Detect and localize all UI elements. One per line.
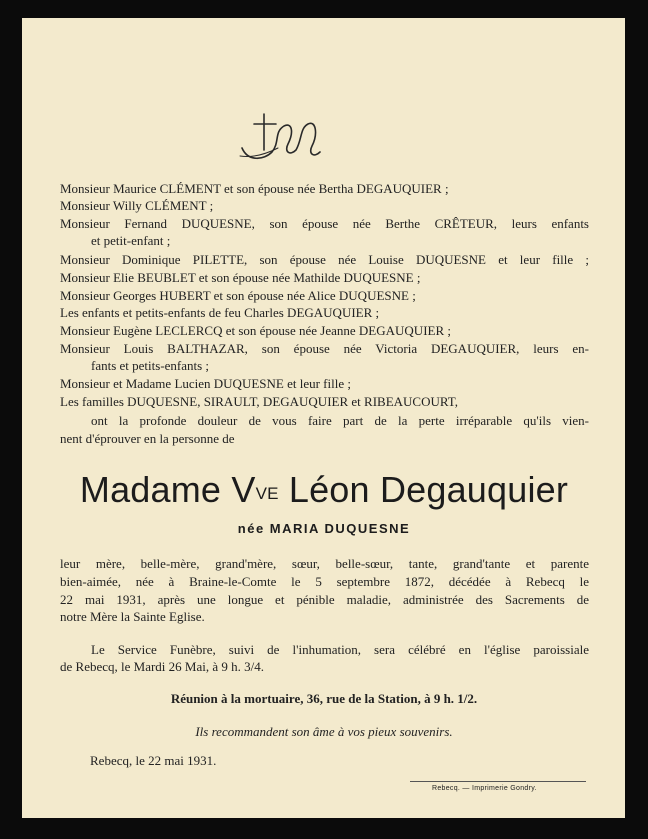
service-line: de Rebecq, le Mardi 26 Mai, à 9 h. 3/4. (60, 659, 264, 674)
family-line: Les enfants et petits-enfants de feu Charles DEGAUQUIER ; (60, 305, 380, 320)
monogram-cross-JM-icon (234, 110, 326, 168)
family-line: Monsieur Maurice CLÉMENT et son épouse née Bertha DEGAUQUIER ; (60, 181, 449, 196)
family-line: Monsieur Dominique PILETTE, son épouse née Louise DUQUESNE et leur fille ; (60, 252, 589, 267)
bio-line: bien-aimée, née à Braine-le-Comte le 5 septembre 1872, décédée à Rebecq le (60, 574, 589, 589)
printer-credit: Rebecq. — Imprimerie Gondry. (432, 785, 537, 792)
family-line: Les familles DUQUESNE, SIRAULT, DEGAUQUIER et RIBEAUCOURT, (60, 394, 458, 409)
family-line: Monsieur Eugène LECLERCQ et son épouse née Jeanne DEGAUQUIER ; (60, 323, 451, 338)
deceased-name: Madame $V^{VE}$ Léon Degauquier (79, 469, 569, 510)
printer-divider (410, 781, 586, 782)
family-line: Monsieur Elie BEUBLET et son épouse née Mathilde DUQUESNE ; (60, 270, 421, 285)
bio-line: notre Mère la Sainte Eglise. (60, 609, 205, 624)
place-date: Rebecq, le 22 mai 1931. (90, 753, 217, 768)
family-line: Monsieur Louis BALTHAZAR, son épouse née Victoria DEGAUQUIER, leurs en- (60, 341, 589, 356)
family-line: Monsieur Willy CLÉMENT ; (60, 198, 214, 213)
family-line: Monsieur Georges HUBERT et son épouse née Alice DUQUESNE ; (60, 288, 416, 303)
bio-line: leur mère, belle-mère, grand'mère, sœur, belle-sœur, tante, grand'tante et parente (60, 556, 589, 571)
bio-line: 22 mai 1931, après une longue et pénible maladie, administrée des Sacrements de (60, 592, 589, 607)
intro-line: nent d'éprouver en la personne de (60, 431, 235, 446)
family-line: fants et petits-enfants ; (91, 358, 210, 373)
service-line: Le Service Funèbre, suivi de l'inhumation, sera célébré en l'église paroissiale (91, 642, 589, 657)
prayer-line: Ils recommandent son âme à vos pieux souvenirs. (195, 724, 453, 739)
family-line: Monsieur et Madame Lucien DUQUESNE et leur fille ; (60, 376, 351, 391)
maiden-name: née MARIA DUQUESNE (237, 521, 411, 536)
family-line: et petit-enfant ; (91, 233, 171, 248)
intro-line: ont la profonde douleur de vous faire part de la perte irréparable qu'ils vien- (91, 413, 589, 428)
family-line: Monsieur Fernand DUQUESNE, son épouse née Berthe CRÊTEUR, leurs enfants (60, 216, 589, 231)
meeting-notice: Réunion à la mortuaire, 36, rue de la Station, à 9 h. 1/2. (170, 691, 478, 706)
